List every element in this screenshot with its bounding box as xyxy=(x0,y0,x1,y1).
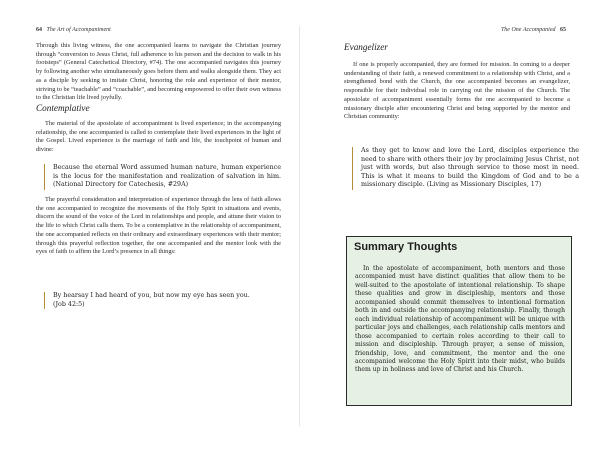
paragraph xyxy=(36,42,281,103)
running-head-title: The One Accompanied xyxy=(500,27,556,33)
summary-title: Summary Thoughts xyxy=(354,241,458,253)
running-head-left xyxy=(36,27,111,33)
paragraph xyxy=(36,120,281,155)
block-quote xyxy=(352,147,579,190)
paragraph xyxy=(344,61,570,122)
section-heading-evangelizer: Evangelizer xyxy=(344,42,388,52)
summary-box xyxy=(346,236,572,406)
page-number: 65 xyxy=(560,27,566,33)
quote-citation: (Job 42:5) xyxy=(53,300,85,308)
quote-text: By hearsay I had heard of you, but now my eye has seen you. xyxy=(53,292,250,299)
paragraph-text: If one is properly accompanied, they are formed for mission. In coming to a deeper understanding of their faith, a renewed commitment to a relationship with Christ, and a strengthened bond with the Church, the one accompanied becomes an evangelizer, responsible for their individual role in carrying out the mission of the Church. The apostolate of accompaniment essentially forms the one accompanied to become a missionary disciple after encountering Christ and being supported by the mentor and Christian community: xyxy=(344,61,570,121)
paragraph-text: Through this living witness, the one accompanied learns to navigate the Christian journey through “conversion to Jesus Christ, full adherence to his person and the decision to walk in his footsteps” (General Catechetical Directory, #74). The one accompanied navigates this journey by following another who simultaneously goes before them and walks alongside them. They act as a disciple by seeking to imitate Christ, honoring the role and experience of their mentor, striving to be “teachable” and “coachable”, and becoming empowered to offer their own witness to the Christian life lived joyfully. xyxy=(36,42,281,102)
paragraph-text: The material of the apostolate of accompaniment is lived experience; in the accompanying relationship, the one accompanied is called to contemplate their lived experiences in the light of the Gospel. Lived experience is the marriage of faith and life, the touchpoint of human and divine: xyxy=(36,120,281,154)
paragraph-text: The prayerful consideration and interpretation of experience through the lens of faith allows the one accompanied to recognize the movements of the Holy Spirit in situations and events, discern the sound of the voice of the Lord in relationships and people, and attune their vision to the life to which Christ calls them. To be a contemplative in the relationship of accompaniment, the one accompanied reflects on their ordinary and extraordinary experiences with their mentor; through this prayerful reflection together, the one accompanied and the mentor look with the eyes of faith to affirm the Lord’s presence in all things: xyxy=(36,196,281,256)
section-heading-contemplative: Contemplative xyxy=(36,103,90,113)
quote-text: Because the eternal Word assumed human nature, human experience is the locus for the manifestation and realization of salvation in him. (National Directory for Catechesis, #29A) xyxy=(53,164,281,188)
block-quote xyxy=(44,164,281,190)
summary-text: In the apostolate of accompaniment, both mentors and those accompanied must have distinct qualities that allow them to be well-suited to the apostolate of intentional relationship. To shape these qualities and grow in discipleship, mentors and those accompanied should commit themselves to intentional formation both in and outside the accompanying relationship. Finally, though each individual relationship of accompaniment will be unique with particular joys and challenges, each relationship calls mentors and those accompanied to certain roles according to their call to mission and discipleship. Through prayer, a sense of mission, friendship, love, and commitment, the mentor and the one accompanied welcome the Holy Spirit into their midst, who builds them up in holiness and love of Christ and his Church. xyxy=(355,265,565,374)
paragraph xyxy=(36,196,281,257)
running-head-right xyxy=(501,27,566,33)
page-number: 64 xyxy=(36,27,42,33)
block-quote xyxy=(44,292,281,309)
quote-text: As they get to know and love the Lord, disciples experience the need to share with others their joy by proclaiming Jesus Christ, not just with words, but also through service to those most in need. This is what it means to build the Kingdom of God and to be a missionary disciple. (Living as Missionary Disciples, 17) xyxy=(361,147,579,188)
running-head-title: The Art of Accompaniment xyxy=(46,27,111,33)
